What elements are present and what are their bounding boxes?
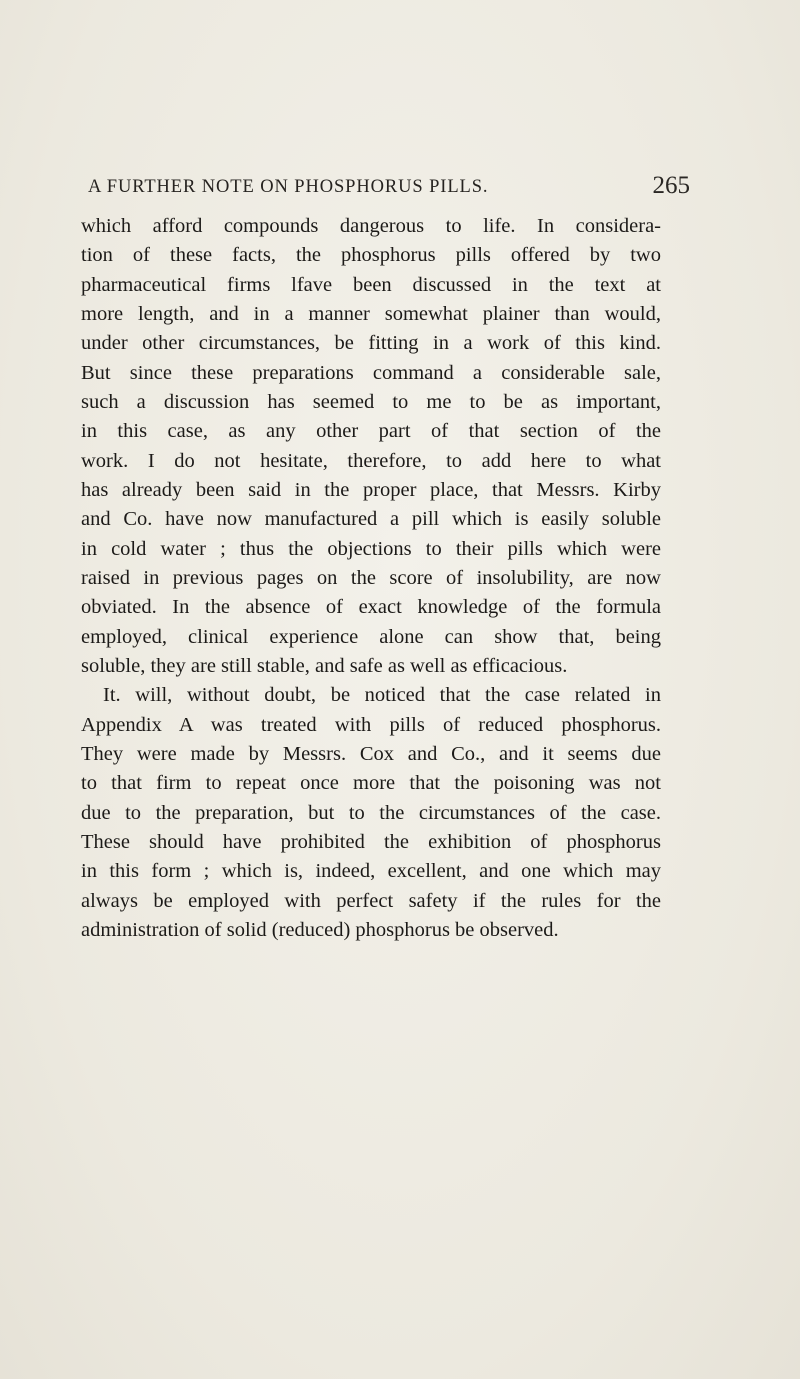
text-line: It. will, without doubt, be noticed that the case related in [103,684,661,707]
text-line: They were made by Messrs. Cox and Co., and it seems due [81,742,661,765]
text-line: in this case, as any other part of that section of the [81,420,661,443]
text-line: pharmaceutical firms lfave been discussed in the text at [81,273,661,296]
text-line: work. I do not hesitate, therefore, to add here to what [81,449,661,472]
text-line: employed, clinical experience alone can show that, being [81,625,661,648]
text-line: always be employed with perfect safety if the rules for the [81,889,661,912]
text-line: But since these preparations command a considerable sale, [81,361,661,384]
text-line: tion of these facts, the phosphorus pills offered by two [81,244,661,267]
text-line: These should have prohibited the exhibition of phosphorus [81,830,661,853]
running-head: A FURTHER NOTE ON PHOSPHORUS PILLS. [88,177,489,197]
text-line: in this form ; which is, indeed, excellent, and one which may [81,860,661,883]
text-line: under other circumstances, be fitting in a work of this kind. [81,332,661,355]
text-line: obviated. In the absence of exact knowledge of the formula [81,596,661,619]
text-line: administration of solid (reduced) phosphorus be observed. [81,918,559,941]
text-line: which afford compounds dangerous to life. In considera- [81,215,661,237]
text-line: such a discussion has seemed to me to be as important, [81,390,661,413]
text-line: raised in previous pages on the score of insolubility, are now [81,566,661,589]
text-line: Appendix A was treated with pills of reduced phosphorus. [81,713,661,736]
text-line: due to the preparation, but to the circumstances of the case. [81,801,661,824]
text-line: to that firm to repeat once more that the poisoning was not [81,772,661,795]
text-line: and Co. have now manufactured a pill which is easily soluble [81,508,661,531]
text-line: soluble, they are still stable, and safe as well as efficacious. [81,654,568,677]
page-header [88,168,690,202]
text-line: has already been said in the proper place, that Messrs. Kirby [81,478,661,501]
text-line: in cold water ; thus the objections to their pills which were [81,537,661,560]
page-number: 265 [652,172,690,199]
body-text [81,212,661,945]
text-line: more length, and in a manner somewhat plainer than would, [81,302,661,325]
